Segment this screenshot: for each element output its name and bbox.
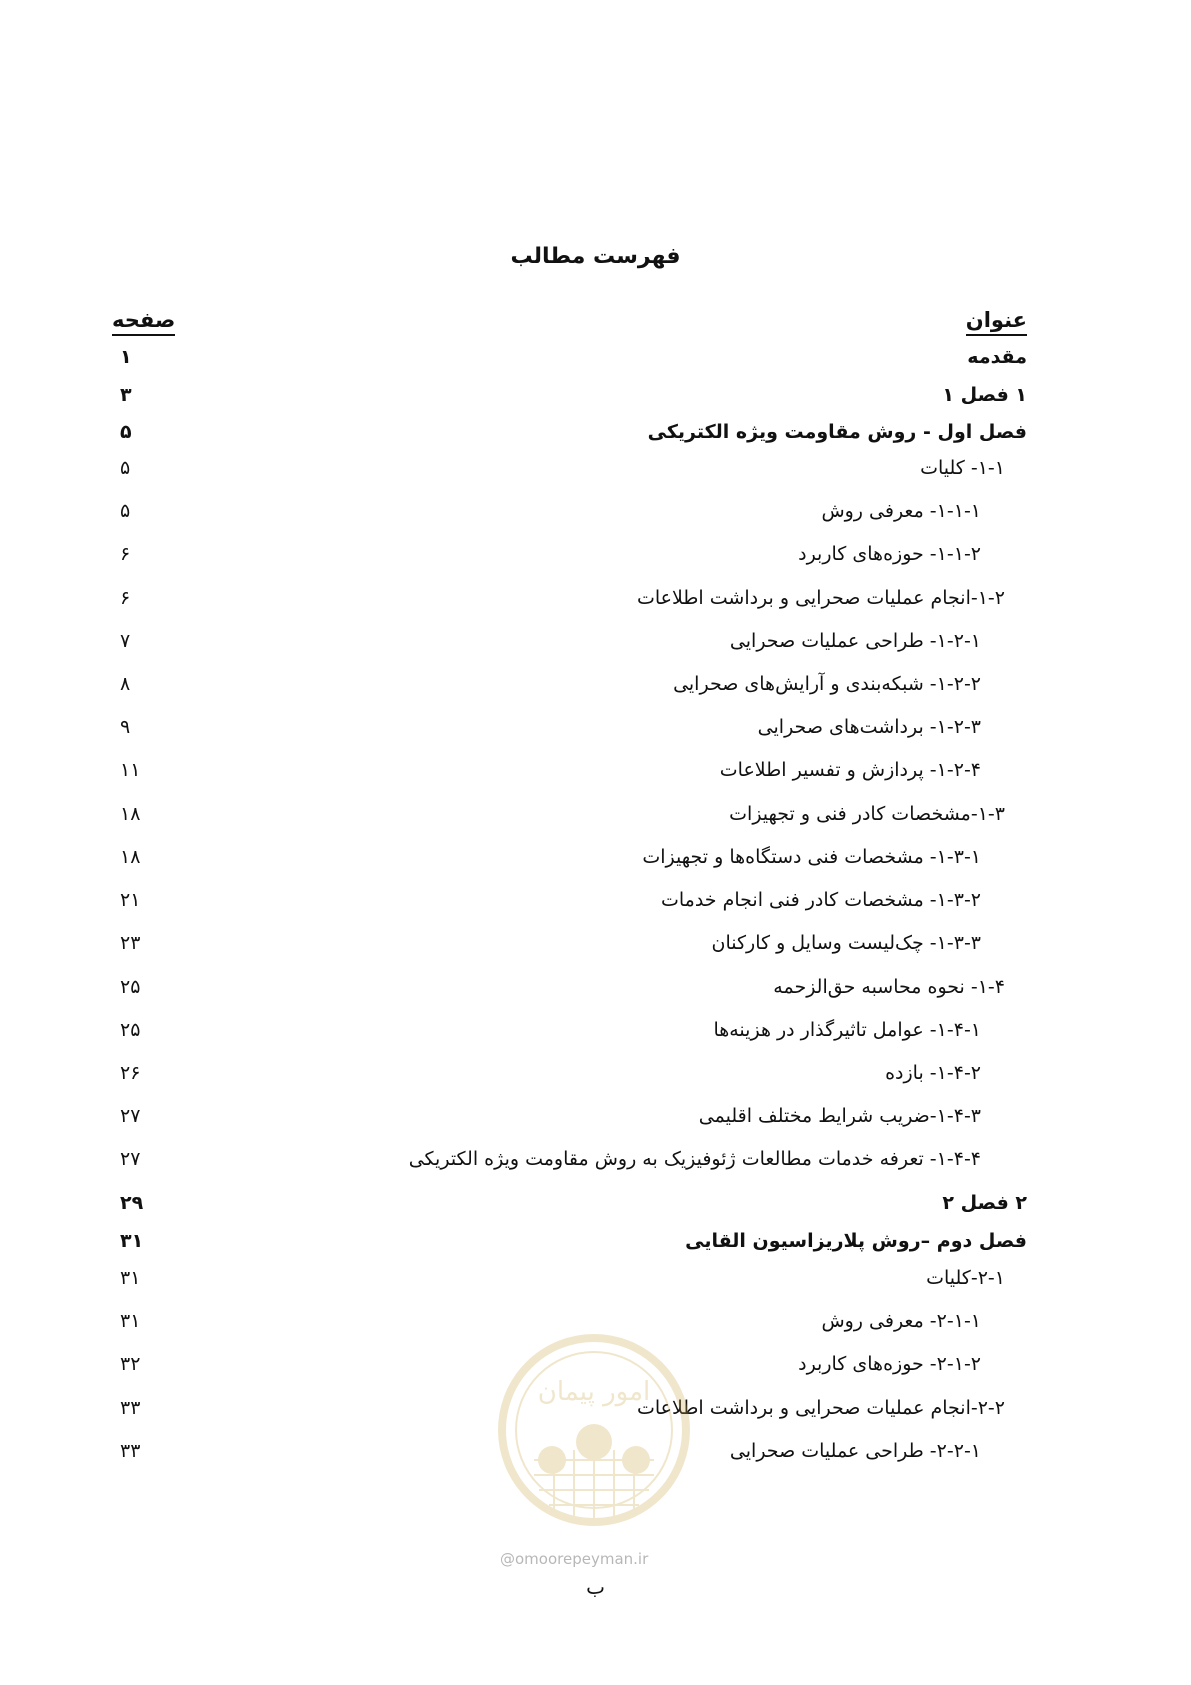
toc-entry-label: ۱-۳-۱- مشخصات فنی دستگاه‌ها و تجهیزات xyxy=(642,846,981,868)
page-number-footer: ب xyxy=(586,1575,605,1599)
toc-entry[interactable] xyxy=(0,625,1191,657)
column-header-page: صفحه xyxy=(112,308,175,336)
toc-entry[interactable] xyxy=(0,416,1191,448)
toc-entry[interactable] xyxy=(0,754,1191,786)
toc-entry[interactable] xyxy=(0,1262,1191,1294)
watermark-logo-text: امور پیمان xyxy=(537,1377,651,1407)
toc-entry-page: ۳۳ xyxy=(120,1397,141,1419)
toc-entry-label: فصل اول - روش مقاومت ویژه الکتریکی xyxy=(647,421,1027,443)
toc-entry-label: ۱-۴-۴- تعرفه خدمات مطالعات ژئوفیزیک به روش مقاومت ویژه الکتریکی xyxy=(408,1148,981,1170)
toc-entry[interactable] xyxy=(0,971,1191,1003)
toc-entry-page: ۱۱ xyxy=(120,759,141,781)
toc-entry-page: ۳۱ xyxy=(120,1267,141,1289)
toc-entry-label: ۱-۲-۴- پردازش و تفسیر اطلاعات xyxy=(719,759,981,781)
toc-entry-page: ۳۱ xyxy=(120,1310,141,1332)
toc-entry-label: مقدمه xyxy=(967,346,1027,368)
toc-entry[interactable] xyxy=(0,582,1191,614)
toc-entry-page: ۱ xyxy=(120,346,132,368)
toc-entry-label: ۱-۳-۳- چک‌لیست وسایل و کارکنان xyxy=(711,932,981,954)
toc-entry-label: ۱-۴-۲- بازده xyxy=(885,1062,981,1084)
toc-entry-page: ۲۳ xyxy=(120,932,141,954)
toc-entry[interactable] xyxy=(0,1392,1191,1424)
toc-entry-page: ۱۸ xyxy=(120,846,141,868)
toc-entry-label: ۱-۱- کلیات xyxy=(920,457,1005,479)
toc-entry-page: ۲۷ xyxy=(120,1105,141,1127)
toc-entry[interactable] xyxy=(0,1143,1191,1175)
toc-entry[interactable] xyxy=(0,1100,1191,1132)
toc-entry[interactable] xyxy=(0,884,1191,916)
toc-entry-label: ۲-۱-۱- معرفی روش xyxy=(821,1310,981,1332)
toc-entry[interactable] xyxy=(0,1225,1191,1257)
toc-entry-page: ۳۲ xyxy=(120,1353,141,1375)
toc-entry[interactable] xyxy=(0,452,1191,484)
toc-entry-label: ۱-۴- نحوه محاسبه حق‌الزحمه xyxy=(773,976,1005,998)
toc-entry[interactable] xyxy=(0,538,1191,570)
toc-entry[interactable] xyxy=(0,1348,1191,1380)
toc-entry-page: ۲۵ xyxy=(120,1019,141,1041)
toc-entry-label: ۱ فصل ۱ xyxy=(942,384,1027,406)
toc-entry-page: ۵ xyxy=(120,457,131,479)
toc-entry-label: ۲ فصل ۲ xyxy=(942,1192,1027,1214)
toc-entry-page: ۲۷ xyxy=(120,1148,141,1170)
toc-entry[interactable] xyxy=(0,711,1191,743)
toc-entry[interactable] xyxy=(0,1435,1191,1467)
toc-entry-label: ۱-۱-۲- حوزه‌های کاربرد xyxy=(798,543,981,565)
toc-entry-label: ۱-۴-۳-ضریب شرایط مختلف اقلیمی xyxy=(698,1105,981,1127)
toc-entry-page: ۶ xyxy=(120,543,131,565)
toc-entry-page: ۳۳ xyxy=(120,1440,141,1462)
watermark-text: @omoorepeyman.ir xyxy=(500,1550,649,1568)
toc-entry[interactable] xyxy=(0,927,1191,959)
toc-entry-label: ۲-۲-۱- طراحی عملیات صحرایی xyxy=(729,1440,981,1462)
toc-entry-label: ۱-۱-۱- معرفی روش xyxy=(821,500,981,522)
toc-entry-label: ۱-۲-۲- شبکه‌بندی و آرایش‌های صحرایی xyxy=(673,673,981,695)
toc-entry[interactable] xyxy=(0,495,1191,527)
toc-entry-page: ۵ xyxy=(120,500,131,522)
toc-entry[interactable] xyxy=(0,379,1191,411)
toc-entry-page: ۳۱ xyxy=(120,1230,144,1252)
toc-entry-page: ۲۹ xyxy=(120,1192,144,1214)
toc-entry-label: ۱-۳-مشخصات کادر فنی و تجهیزات xyxy=(729,803,1005,825)
toc-entry-page: ۶ xyxy=(120,587,131,609)
toc-entry-page: ۲۵ xyxy=(120,976,141,998)
toc-entry[interactable] xyxy=(0,1187,1191,1219)
toc-entry-page: ۷ xyxy=(120,630,131,652)
toc-entry-page: ۲۶ xyxy=(120,1062,141,1084)
toc-entry[interactable] xyxy=(0,841,1191,873)
toc-entry[interactable] xyxy=(0,668,1191,700)
toc-entry-page: ۵ xyxy=(120,421,132,443)
toc-entry-page: ۹ xyxy=(120,716,131,738)
toc-entry-label: ۲-۲-انجام عملیات صحرایی و برداشت اطلاعات xyxy=(636,1397,1005,1419)
toc-entry[interactable] xyxy=(0,1305,1191,1337)
toc-entry[interactable] xyxy=(0,341,1191,373)
page-title: فهرست مطالب xyxy=(510,244,681,269)
toc-entry-label: ۱-۲-۳- برداشت‌های صحرایی xyxy=(757,716,981,738)
toc-entry-label: ۱-۲-انجام عملیات صحرایی و برداشت اطلاعات xyxy=(636,587,1005,609)
toc-entry-label: ۱-۳-۲- مشخصات کادر فنی انجام خدمات xyxy=(660,889,981,911)
toc-entry-page: ۸ xyxy=(120,673,131,695)
toc-entry-label: ۲-۱-کلیات xyxy=(926,1267,1005,1289)
toc-entry-label: ۱-۴-۱- عوامل تاثیرگذار در هزینه‌ها xyxy=(713,1019,981,1041)
toc-entry[interactable] xyxy=(0,1057,1191,1089)
toc-entry-page: ۱۸ xyxy=(120,803,141,825)
column-header-title: عنوان xyxy=(966,308,1027,336)
toc-entry[interactable] xyxy=(0,798,1191,830)
toc-entry-label: ۱-۲-۱- طراحی عملیات صحرایی xyxy=(729,630,981,652)
toc-entry-label: ۲-۱-۲- حوزه‌های کاربرد xyxy=(798,1353,981,1375)
toc-entry-page: ۲۱ xyxy=(120,889,141,911)
toc-entry[interactable] xyxy=(0,1014,1191,1046)
toc-entry-page: ۳ xyxy=(120,384,132,406)
toc-entry-label: فصل دوم –روش پلاریزاسیون القایی xyxy=(685,1230,1027,1252)
